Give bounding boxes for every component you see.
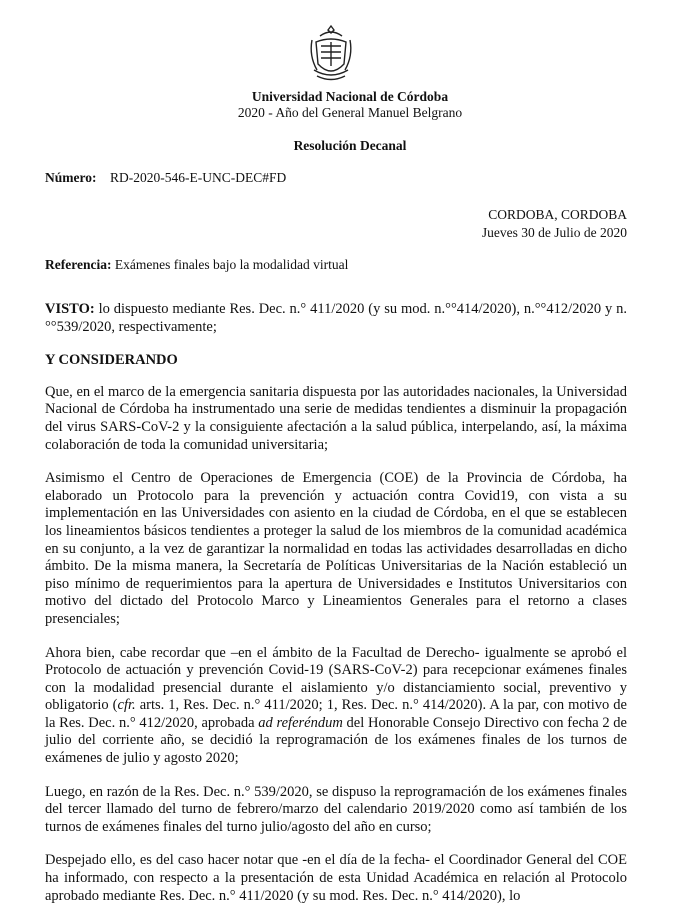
document-body — [45, 301, 627, 921]
para3-part-c: del Honorable Consejo Directivo con fecha 2 de julio del corriente año, se decidió la reprogramación de los exámenes finales de los turnos de exámenes de julio y agosto 2020; — [45, 714, 627, 767]
resolution-type: Resolución Decanal — [293, 138, 407, 153]
paragraph-5: Despejado ello, es del caso hacer notar que -en el día de la fecha- el Coordinador General del COE ha informado, con respecto a la presentación de esta Unidad Académica en relación al Protocolo aprobado mediante Res. Dec. n.° 411/2020 (y su mod. Res. Dec. n.° 414/2020), lo — [45, 852, 627, 904]
paragraph-2: Asimismo el Centro de Operaciones de Emergencia (COE) de la Provincia de Córdoba, ha elaborado un Protocolo para la prevención y actuación contra Covid19, con vista a su implementación en las Universidades con asiento en la ciudad de Córdoba, en el que se establecen los lineamientos básicos tendientes a proteger la salud de los miembros de la comunidad académica en su conjunto, a la vez de garantizar la normalidad en todas las actividades desarrolladas en dicho ámbito. De la misma manera, la Secretaría de Políticas Universitarias de la Nación estableció un piso mínimo de requerimientos para la apertura de Universidades e Institutos Universitarios con motivo del dictado del Protocolo Marco y Lineamientos Generales para el retorno a clases presenciales; — [45, 470, 627, 627]
para3-part-b: arts. 1, Res. Dec. n.° 411/2020; 1, Res. Dec. n.° 414/2020). A la par, con motivo de la Res. Dec. n.° 412/2020, aprobada — [45, 697, 627, 731]
year-line: 2020 - Año del General Manuel Belgrano — [237, 105, 463, 120]
university-seal-icon — [308, 22, 354, 86]
university-name: Universidad Nacional de Córdoba — [251, 89, 449, 104]
numero-value: RD-2020-546-E-UNC-DEC#FD — [110, 170, 287, 185]
place: CORDOBA, CORDOBA — [488, 207, 627, 222]
numero-label: Número: — [45, 170, 97, 185]
date: Jueves 30 de Julio de 2020 — [481, 225, 627, 240]
para3-ad-referendum: ad referéndum — [258, 714, 343, 731]
place-date — [482, 206, 627, 242]
para3-part-a: Ahora bien, cabe recordar que –en el ámbito de la Facultad de Derecho- igualmente se aprobó el Protocolo de actuación y prevención Covid-19 (SARS-CoV-2) para recepcionar exámenes finales con la modalidad presencial durante el aislamiento y/o distanciamiento social, preventivo y obligatorio ( — [45, 644, 627, 714]
referencia — [45, 257, 348, 273]
para3-cfr: cfr. — [117, 697, 136, 714]
referencia-value: Exámenes finales bajo la modalidad virtual — [114, 257, 349, 272]
visto-paragraph — [45, 301, 627, 336]
considerando-heading: Y CONSIDERANDO — [45, 352, 178, 369]
paragraph-4: Luego, en razón de la Res. Dec. n.° 539/2020, se dispuso la reprogramación de los exámenes finales del tercer llamado del turno de febrero/marzo del calendario 2019/2020 como así también de los turnos de exámenes finales del turno julio/agosto del año en curso; — [45, 783, 627, 835]
resolution-number — [45, 170, 286, 186]
paragraph-3 — [45, 645, 627, 768]
visto-text: lo dispuesto mediante Res. Dec. n.° 411/2020 (y su mod. n.°°414/2020), n.°°412/2020 y n.°°539/2020, respectivamente; — [45, 301, 627, 335]
referencia-label: Referencia: — [45, 257, 112, 272]
visto-label: VISTO: — [45, 301, 95, 317]
paragraph-1: Que, en el marco de la emergencia sanitaria dispuesta por las autoridades nacionales, la Universidad Nacional de Córdoba ha instrumentado una serie de medidas tendientes a disminuir la propagación del virus SARS-CoV-2 y la consiguiente afectación a la salud pública, interpelando, así, la máxima colaboración de toda la comunidad universitaria; — [45, 383, 627, 453]
